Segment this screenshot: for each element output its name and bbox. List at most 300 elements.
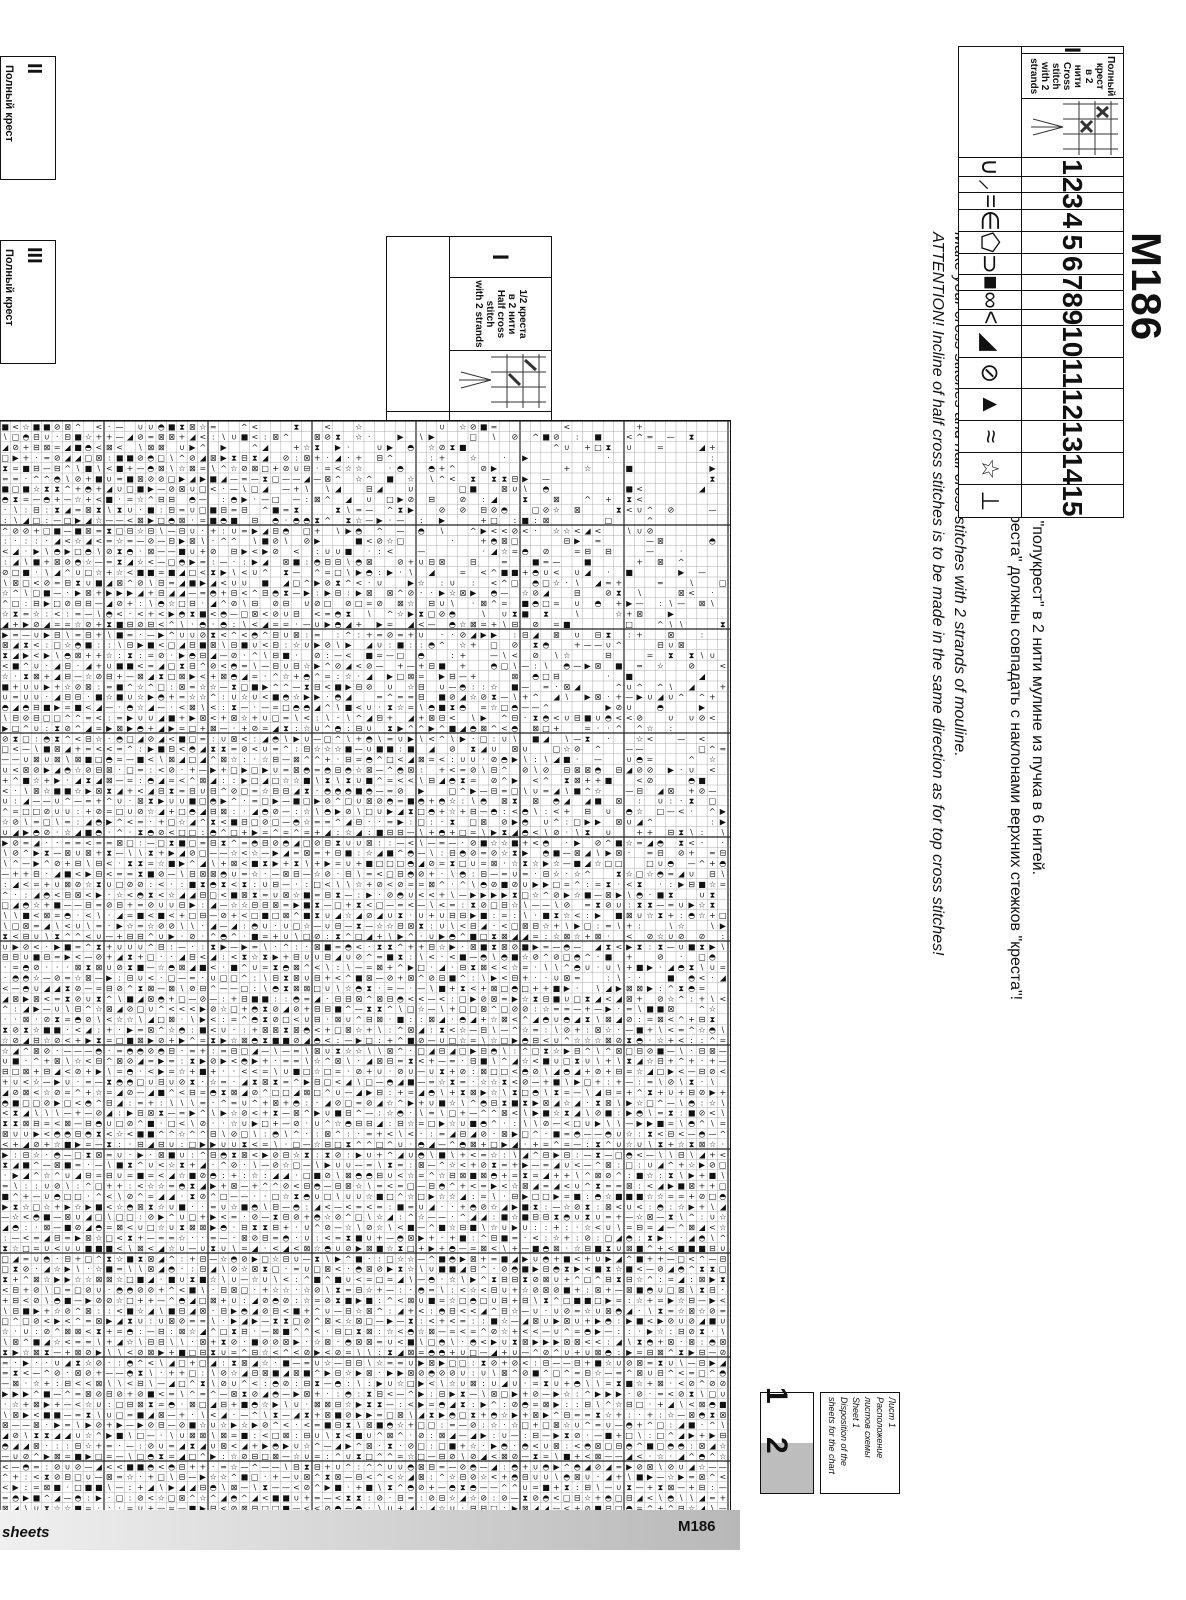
chart-stitch-symbol: ▶	[616, 984, 623, 993]
chart-stitch-symbol: :	[274, 994, 277, 1003]
chart-stitch-symbol: ⧗	[616, 506, 622, 515]
chart-stitch-symbol: ∪	[377, 807, 383, 816]
chart-stitch-symbol: ^	[615, 1171, 622, 1180]
chart-stitch-symbol: ⊘	[75, 880, 82, 889]
chart-stitch-symbol: <	[719, 1067, 726, 1076]
chart-stitch-symbol: =	[262, 932, 269, 941]
chart-stitch-symbol: ◓	[283, 1234, 290, 1243]
chart-stitch-symbol: ◓	[355, 1171, 362, 1180]
chart-stitch-symbol: □	[199, 797, 207, 806]
chart-stitch-symbol: □	[625, 620, 633, 629]
chart-stitch-symbol: ^	[324, 495, 331, 504]
chart-stitch-symbol: ^	[303, 963, 310, 972]
chart-stitch-symbol: ▶	[491, 974, 498, 983]
chart-stitch-symbol: :	[243, 1171, 246, 1180]
chart-stitch-symbol: ∪	[33, 984, 39, 993]
chart-stitch-symbol: +	[95, 620, 102, 629]
chart-stitch-symbol: ◓	[283, 693, 290, 702]
chart-stitch-symbol: ⊟	[158, 578, 165, 587]
chart-stitch-symbol: <	[241, 568, 248, 577]
chart-stitch-symbol: +	[636, 558, 643, 567]
chart-stitch-symbol: ■	[293, 558, 301, 567]
chart-stitch-symbol: ⊘	[407, 495, 414, 504]
chart-stitch-symbol: +	[199, 547, 206, 556]
chart-stitch-symbol: ◢	[283, 1005, 290, 1014]
chart-stitch-symbol: ⊠	[137, 516, 144, 525]
chart-stitch-symbol: \	[482, 610, 485, 619]
chart-stitch-symbol: =	[64, 838, 71, 847]
chart-stitch-symbol: ▶	[13, 942, 20, 951]
chart-stitch-symbol: ·	[46, 963, 49, 972]
chart-stitch-symbol: :	[545, 1202, 548, 1211]
chart-stitch-symbol: ▶	[314, 578, 321, 587]
chart-stitch-symbol: \	[368, 1213, 371, 1222]
chart-stitch-symbol: <	[532, 828, 539, 837]
chart-stitch-symbol: ⧗	[335, 932, 341, 941]
chart-stitch-symbol: ⧗	[658, 942, 664, 951]
chart-stitch-symbol: —	[698, 568, 706, 577]
chart-stitch-symbol: ^	[719, 1234, 726, 1243]
chart-stitch-symbol: ⊟	[199, 1254, 206, 1263]
chart-stitch-symbol: ·	[243, 807, 246, 816]
chart-stitch-symbol: —	[459, 672, 467, 681]
chart-stitch-symbol: ⊠	[699, 599, 706, 608]
chart-stitch-symbol: <	[85, 1057, 92, 1066]
chart-stitch-symbol: ■	[688, 1244, 696, 1253]
chart-stitch-symbol: ◢	[470, 1130, 477, 1139]
chart-stitch-symbol: ■	[386, 849, 394, 858]
chart-stitch-symbol: ◓	[397, 994, 404, 1003]
chart-stitch-symbol: ☆	[95, 1088, 102, 1097]
chart-stitch-symbol: ⊠	[158, 433, 165, 442]
chart-stitch-symbol: ∪	[574, 1213, 580, 1222]
chart-stitch-symbol: ⧗	[647, 1130, 653, 1139]
chart-stitch-symbol: ^	[283, 433, 290, 442]
chart-stitch-symbol: \	[711, 1078, 714, 1087]
chart-stitch-symbol: ^	[491, 599, 498, 608]
chart-stitch-symbol: \	[97, 547, 100, 556]
chart-stitch-symbol: :	[513, 911, 516, 920]
chart-stitch-symbol: +	[106, 568, 113, 577]
chart-stitch-symbol: ▶	[366, 1088, 373, 1097]
chart-stitch-symbol: ◓	[251, 838, 258, 847]
chart-stitch-symbol: +	[563, 1171, 570, 1180]
chart-stitch-symbol: ∪	[127, 506, 133, 515]
chart-stitch-symbol: —	[74, 672, 82, 681]
chart-stitch-symbol: ⊠	[293, 963, 300, 972]
chart-stitch-symbol: ·	[233, 724, 236, 733]
chart-stitch-symbol: ⧗	[491, 474, 497, 483]
chart-stitch-symbol: ·	[202, 1078, 205, 1087]
chart-stitch-symbol: <	[199, 433, 206, 442]
chart-stitch-symbol: +	[657, 1254, 664, 1263]
chart-stitch-symbol: ■	[532, 558, 540, 567]
chart-stitch-symbol: =	[428, 1109, 435, 1118]
chart-stitch-symbol: ⧗	[522, 1098, 528, 1107]
chart-stitch-symbol: ^	[199, 818, 206, 827]
chart-stitch-symbol: ⊟	[241, 506, 248, 515]
chart-stitch-symbol: ☆	[438, 942, 445, 951]
chart-stitch-symbol: +	[147, 724, 154, 733]
chart-stitch-symbol: ⊟	[168, 495, 175, 504]
chart-stitch-symbol: +	[189, 766, 196, 775]
chart-stitch-symbol: ◢	[481, 745, 488, 754]
chart-stitch-symbol: \	[35, 1109, 38, 1118]
chart-stitch-symbol: \	[347, 568, 350, 577]
chart-stitch-symbol: ◓	[33, 1213, 40, 1222]
chart-stitch-symbol: ◢	[210, 599, 217, 608]
chart-stitch-symbol: =	[199, 516, 206, 525]
chart-stitch-symbol: =	[293, 1057, 300, 1066]
chart-stitch-symbol: ⊠	[210, 870, 217, 879]
chart-stitch-symbol: +	[501, 1171, 508, 1180]
chart-stitch-symbol: ☆	[168, 599, 175, 608]
chart-stitch-symbol: ◢	[189, 818, 196, 827]
chart-stitch-symbol: +	[428, 911, 435, 920]
chart-stitch-symbol: ◢	[85, 818, 92, 827]
chart-stitch-symbol: ◢	[85, 516, 92, 525]
chart-stitch-symbol: +	[397, 1088, 404, 1097]
chart-stitch-symbol: ∪	[366, 1150, 372, 1159]
chart-stitch-symbol: ▶	[117, 922, 124, 931]
chart-stitch-symbol: =	[522, 963, 529, 972]
chart-stitch-symbol: ·	[566, 1244, 569, 1253]
chart-stitch-symbol: ◢	[23, 516, 30, 525]
chart-stitch-symbol: ⧗	[699, 942, 705, 951]
chart-stitch-symbol: :	[160, 1098, 163, 1107]
chart-stitch-symbol: ⊠	[491, 859, 498, 868]
chart-stitch-symbol: ▶	[637, 1119, 644, 1128]
chart-stitch-symbol: ◓	[595, 599, 602, 608]
chart-stitch-symbol: +	[480, 984, 487, 993]
chart-stitch-symbol: □	[251, 485, 259, 494]
chart-stitch-symbol: ⊘	[647, 932, 654, 941]
chart-stitch-symbol: ⊟	[699, 1046, 706, 1055]
chart-stitch-symbol: —	[261, 1046, 269, 1055]
chart-stitch-symbol: ⊟	[303, 745, 310, 754]
chart-stitch-symbol: +	[12, 620, 19, 629]
chart-stitch-symbol: □	[168, 558, 176, 567]
chart-stitch-symbol: ◓	[54, 1130, 61, 1139]
chart-stitch-symbol: ☆	[251, 870, 258, 879]
chart-stitch-symbol: ■	[407, 745, 415, 754]
chart-stitch-symbol: \	[378, 1161, 381, 1170]
chart-stitch-symbol: \	[680, 1078, 683, 1087]
chart-stitch-symbol: ⧗	[502, 474, 508, 483]
chart-stitch-symbol: \	[513, 1150, 516, 1159]
chart-stitch-symbol: ▶	[158, 797, 165, 806]
chart-stitch-symbol: □	[615, 859, 623, 868]
chart-stitch-symbol: ⊟	[397, 828, 404, 837]
chart-stitch-symbol: +	[241, 1005, 248, 1014]
chart-stitch-symbol: :	[97, 1026, 100, 1035]
chart-stitch-symbol: ∪	[616, 1244, 622, 1253]
chart-stitch-symbol: \	[420, 838, 423, 847]
chart-stitch-symbol: —	[438, 1213, 446, 1222]
chart-stitch-symbol: +	[376, 1130, 383, 1139]
chart-stitch-symbol: —	[417, 1182, 425, 1191]
chart-stitch-symbol: ⊘	[667, 506, 674, 515]
chart-stitch-symbol: ·	[243, 932, 246, 941]
chart-stitch-symbol: <	[251, 433, 258, 442]
chart-stitch-symbol: \	[555, 1026, 558, 1035]
chart-stitch-symbol: ■	[12, 1057, 20, 1066]
chart-stitch-symbol: ⊟	[241, 454, 248, 463]
chart-stitch-symbol: \	[472, 880, 475, 889]
chart-stitch-symbol: —	[220, 901, 228, 910]
chart-stitch-symbol: =	[480, 703, 487, 712]
chart-stitch-symbol: ▶	[491, 1182, 498, 1191]
chart-stitch-symbol: \	[524, 901, 527, 910]
chart-stitch-symbol: <	[158, 1171, 165, 1180]
chart-stitch-symbol: ▶	[470, 786, 477, 795]
chart-stitch-symbol: :	[482, 682, 485, 691]
chart-stitch-symbol: ◓	[636, 1036, 643, 1045]
chart-stitch-symbol: ▶	[252, 828, 259, 837]
chart-stitch-symbol: ⊘	[2, 568, 9, 577]
chart-stitch-symbol: ·	[212, 1098, 215, 1107]
chart-stitch-symbol: ·	[233, 1026, 236, 1035]
chart-stitch-symbol: ⊠	[85, 849, 92, 858]
chart-stitch-symbol: +	[584, 1067, 591, 1076]
chart-stitch-symbol: ◢	[23, 1171, 30, 1180]
chart-stitch-symbol: ◢	[13, 1254, 20, 1263]
chart-stitch-symbol: :	[378, 547, 381, 556]
chart-stitch-symbol: ⧗	[554, 1088, 560, 1097]
chart-stitch-symbol: ◢	[616, 994, 623, 1003]
chart-stitch-symbol: ⧗	[512, 849, 518, 858]
chart-stitch-symbol: ☆	[2, 610, 9, 619]
chart-stitch-symbol: ⊠	[137, 1244, 144, 1253]
chart-stitch-symbol: :	[461, 797, 464, 806]
chart-stitch-symbol: ☆	[386, 1098, 393, 1107]
chart-stitch-symbol: =	[251, 942, 258, 951]
chart-stitch-symbol: ◓	[699, 1130, 706, 1139]
chart-stitch-symbol: ^	[189, 1036, 196, 1045]
chart-stitch-symbol: :	[285, 994, 288, 1003]
chart-stitch-symbol: ■	[313, 1171, 321, 1180]
chart-stitch-symbol: ◢	[241, 1088, 248, 1097]
chart-stitch-symbol: :	[149, 766, 152, 775]
chart-stitch-symbol: +	[459, 1109, 466, 1118]
chart-stitch-symbol: ☆	[137, 682, 144, 691]
chart-stitch-symbol: ·	[576, 1223, 579, 1232]
chart-stitch-symbol: \	[56, 651, 59, 660]
chart-stitch-symbol: =	[470, 776, 477, 785]
chart-stitch-symbol: ⊘	[64, 599, 71, 608]
chart-stitch-symbol: <	[345, 651, 352, 660]
chart-stitch-symbol: :	[472, 974, 475, 983]
chart-stitch-symbol: ◢	[699, 672, 706, 681]
chart-stitch-symbol: —	[376, 766, 384, 775]
chart-stitch-symbol: —	[136, 1088, 144, 1097]
chart-stitch-symbol: ^	[127, 745, 134, 754]
chart-stitch-symbol: □	[178, 828, 186, 837]
chart-stitch-symbol: ^	[584, 1182, 591, 1191]
chart-stitch-symbol: ·	[410, 1109, 413, 1118]
chart-stitch-symbol: +	[667, 1140, 674, 1149]
chart-stitch-symbol: ⊟	[95, 766, 102, 775]
chart-stitch-symbol: <	[137, 662, 144, 671]
chart-stitch-symbol: —	[95, 599, 103, 608]
chart-stitch-symbol: <	[387, 1182, 394, 1191]
chart-stitch-symbol: =	[262, 963, 269, 972]
chart-stitch-symbol: ∪	[522, 1223, 528, 1232]
chart-stitch-symbol: ◢	[366, 1057, 373, 1066]
chart-stitch-symbol: ^	[2, 526, 9, 535]
chart-stitch-symbol: ⧗	[564, 1109, 570, 1118]
chart-stitch-symbol: :	[389, 1202, 392, 1211]
chart-stitch-symbol: ⊟	[116, 901, 123, 910]
chart-stitch-symbol: =	[595, 880, 602, 889]
chart-stitch-symbol: ■	[241, 641, 249, 650]
chart-stitch-symbol: ⧗	[668, 1109, 674, 1118]
chart-stitch-symbol: ⊟	[657, 641, 664, 650]
chart-stitch-symbol: ·	[607, 568, 610, 577]
chart-stitch-symbol: ◓	[127, 547, 134, 556]
chart-stitch-symbol: ⊠	[95, 1150, 102, 1159]
chart-stitch-symbol: ∪	[241, 1098, 247, 1107]
chart-stitch-symbol: ⊘	[54, 1182, 61, 1191]
chart-stitch-symbol: \	[493, 433, 496, 442]
chart-stitch-symbol: ·	[56, 433, 59, 442]
chart-stitch-symbol: □	[199, 485, 207, 494]
chart-stitch-symbol: ⊘	[158, 474, 165, 483]
chart-stitch-symbol: ∪	[522, 745, 528, 754]
chart-stitch-symbol: ⊘	[480, 1161, 487, 1170]
chart-stitch-symbol: :	[638, 1161, 641, 1170]
chart-stitch-symbol: □	[542, 599, 550, 608]
chart-stitch-symbol: ◢	[137, 589, 144, 598]
chart-stitch-symbol: ⊟	[574, 589, 581, 598]
chart-stitch-symbol: +	[283, 953, 290, 962]
chart-stitch-symbol: ∪	[304, 1234, 310, 1243]
chart-stitch-symbol: =	[355, 506, 362, 515]
chart-stitch-symbol: =	[199, 838, 206, 847]
chart-stitch-symbol: :	[617, 1109, 620, 1118]
chart-stitch-symbol: ◓	[439, 1182, 446, 1191]
chart-stitch-symbol: ◢	[200, 745, 207, 754]
chart-stitch-symbol: <	[439, 994, 446, 1003]
chart-stitch-symbol: =	[719, 1036, 726, 1045]
chart-stitch-symbol: □	[407, 1244, 415, 1253]
chart-stitch-symbol: =	[12, 630, 19, 639]
chart-stitch-symbol: □	[116, 1036, 124, 1045]
chart-stitch-symbol: ·	[222, 485, 225, 494]
chart-stitch-symbol: ☆	[709, 1098, 716, 1107]
chart-stitch-symbol: \	[108, 506, 111, 515]
chart-stitch-symbol: ·	[35, 454, 38, 463]
chart-stitch-symbol: ^	[231, 537, 238, 546]
chart-stitch-symbol: :	[45, 610, 48, 619]
chart-stitch-symbol: <	[2, 1140, 9, 1149]
chart-stitch-symbol: +	[366, 1026, 373, 1035]
chart-stitch-symbol: ▶	[481, 630, 488, 639]
chart-stitch-symbol: ·	[46, 870, 49, 879]
chart-stitch-symbol: ▶	[179, 537, 186, 546]
chart-stitch-symbol: ◓	[459, 1140, 466, 1149]
chart-stitch-symbol: ·	[441, 953, 444, 962]
chart-stitch-symbol: ⊟	[428, 558, 435, 567]
chart-stitch-symbol: ·	[358, 1057, 361, 1066]
chart-stitch-symbol: +	[43, 880, 50, 889]
chart-stitch-symbol: \	[711, 922, 714, 931]
chart-stitch-symbol: □	[334, 568, 342, 577]
chart-stitch-symbol: ⊘	[158, 651, 165, 660]
chart-stitch-symbol: ◢	[522, 1150, 529, 1159]
chart-stitch-symbol: □	[563, 1057, 571, 1066]
chart-stitch-symbol: =	[158, 568, 165, 577]
chart-stitch-symbol: ☆	[407, 599, 414, 608]
chart-stitch-symbol: ⊟	[335, 994, 342, 1003]
chart-stitch-symbol: ▶	[387, 568, 394, 577]
chart-stitch-symbol: ⊘	[678, 849, 685, 858]
chart-stitch-symbol: ·	[181, 766, 184, 775]
chart-stitch-symbol: ▶	[356, 589, 363, 598]
chart-stitch-symbol: ^	[335, 474, 342, 483]
chart-stitch-symbol: □	[324, 1067, 332, 1076]
chart-stitch-symbol: ^	[95, 1098, 102, 1107]
chart-stitch-symbol: —	[355, 963, 363, 972]
chart-stitch-symbol: ☆	[137, 526, 144, 535]
chart-stitch-symbol: ■	[199, 610, 207, 619]
chart-stitch-symbol: ☆	[345, 828, 352, 837]
chart-stitch-symbol: ∪	[595, 1213, 601, 1222]
chart-stitch-symbol: —	[532, 901, 540, 910]
chart-stitch-symbol: <	[158, 880, 165, 889]
chart-stitch-symbol: ▶	[626, 599, 633, 608]
chart-stitch-symbol: <	[407, 901, 414, 910]
chart-stitch-symbol: \	[87, 922, 90, 931]
chart-stitch-symbol: ☆	[428, 443, 435, 452]
chart-stitch-symbol: ^	[137, 1119, 144, 1128]
chart-stitch-symbol: =	[85, 1078, 92, 1087]
chart-stitch-symbol: ▶	[148, 1036, 155, 1045]
chart-stitch-symbol: ⊘	[480, 464, 487, 473]
chart-stitch-symbol: ⊘	[23, 942, 30, 951]
chart-stitch-symbol: ∪	[158, 901, 164, 910]
chart-stitch-symbol: ⧗	[262, 953, 268, 962]
chart-stitch-symbol: —	[53, 589, 61, 598]
chart-stitch-symbol: □	[625, 1046, 633, 1055]
chart-stitch-symbol: ∪	[33, 724, 39, 733]
chart-stitch-symbol: <	[95, 537, 102, 546]
chart-stitch-symbol: +	[95, 651, 102, 660]
chart-stitch-symbol: ⊘	[272, 807, 279, 816]
chart-stitch-symbol: ·	[358, 672, 361, 681]
chart-stitch-symbol: =	[449, 901, 456, 910]
chart-stitch-symbol: ☆	[241, 693, 248, 702]
chart-stitch-symbol: ·	[368, 818, 371, 827]
chart-stitch-symbol: □	[53, 714, 61, 723]
chart-stitch-symbol: :	[181, 1254, 184, 1263]
chart-stitch-symbol: ▶	[397, 818, 404, 827]
chart-stitch-symbol: =	[179, 506, 186, 515]
chart-stitch-symbol: ◓	[95, 818, 102, 827]
chart-stitch-symbol: ·	[46, 838, 49, 847]
chart-stitch-symbol: ⊘	[574, 1202, 581, 1211]
chart-stitch-symbol: —	[667, 433, 675, 442]
chart-stitch-symbol: ■	[116, 620, 124, 629]
chart-stitch-symbol: ☆	[636, 807, 643, 816]
chart-stitch-symbol: ■	[261, 994, 269, 1003]
chart-stitch-symbol: ∪	[325, 922, 331, 931]
chart-stitch-symbol: ⊠	[407, 766, 414, 775]
chart-stitch-symbol: ^	[179, 454, 186, 463]
chart-stitch-symbol: ⊘	[595, 1109, 602, 1118]
chart-stitch-symbol: ◓	[12, 974, 19, 983]
chart-stitch-symbol: ^	[54, 1171, 61, 1180]
